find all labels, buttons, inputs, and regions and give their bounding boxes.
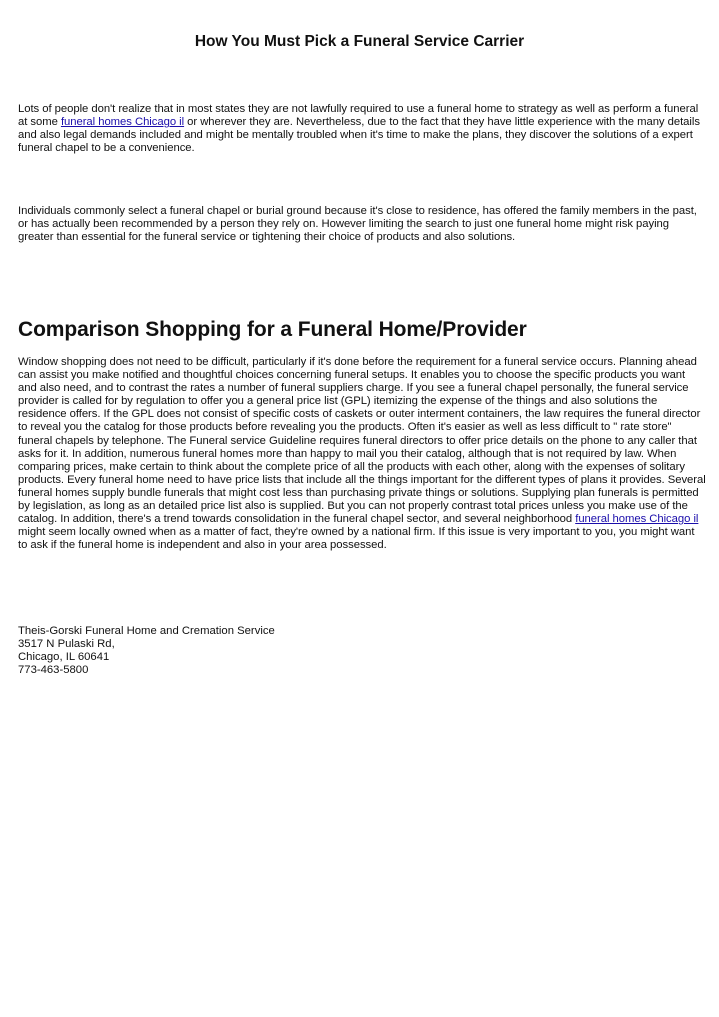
address-block [18, 625, 275, 677]
comparison-paragraph [18, 356, 706, 552]
second-paragraph: Individuals commonly select a funeral chapel or burial ground because it's close to residence, has offered the family members in the past, or has actually been recommended by a person they rely on. However limiting the search to just one funeral home might risk paying greater than essential for the funeral service or tightening their choice of products and also solutions. [18, 205, 697, 244]
comparison-text-after: might seem locally owned when as a matter of fact, they're owned by a national firm. If this issue is very important to you, you might want to ask if the funeral home is independent and also in your area possessed. [18, 526, 695, 552]
business-name: Theis-Gorski Funeral Home and Cremation Service [18, 625, 275, 637]
page-title: How You Must Pick a Funeral Service Carrier [194, 33, 525, 50]
intro-text-after: or wherever they are. Nevertheless, due to the fact that they have little experience with the many details and also legal demands included and might be mentally troubled when it's time to make the plans, they discover the solutions of a expert funeral chapel to be a convenience. [18, 116, 700, 155]
intro-text-before: Lots of people don't realize that in most states they are not lawfully required to use a funeral home to strategy as well as perform a funeral at some [18, 103, 699, 129]
funeral-homes-link[interactable]: funeral homes Chicago il [60, 116, 185, 129]
phone-number: 773-463-5800 [18, 664, 89, 677]
city-state-zip: Chicago, IL 60641 [18, 651, 110, 664]
street-address: 3517 N Pulaski Rd, [18, 638, 115, 651]
funeral-homes-link-2[interactable]: funeral homes Chicago il [575, 513, 699, 526]
comparison-text-before: Window shopping does not need to be difficult, particularly if it's done before the requirement for a funeral service occurs. Planning ahead can assist you make notified and thoughtful choices concerning funeral setups. It enables you to choose the specific products you want and also need, and to contrast the rates a number of funeral suppliers charge. If you see a funeral chapel personally, the funeral service provider is called for by regulation to offer you a general price list (GPL) itemizing the expense of the things and also solutions the residence offers. If the GPL does not consist of specific costs of caskets or outer interment containers, the law requires the funeral director to reveal you the catalog for those products before revealing you the products. Often it's easier as well as less difficult to " rate store" funeral chapels by telephone. The Funeral service Guideline requires funeral directors to offer price details on the phone to any caller that asks for it. In addition, numerous funeral homes more than happy to mail you their catalog, although that is not required by law. When comparing prices, make certain to think about the complete price of all the products with each other, along with the expenses of solitary products. Every funeral home need to have price lists that include all the things important for the different types of plans it provides. Several funeral homes supply bundle funerals that might cost less than purchasing private things or solutions. Supplying plan funerals is permitted by legislation, as long as an detailed price list also is supplied. But you can not properly contrast total prices unless you make use of the catalog. In addition, there's a trend towards consolidation in the funeral chapel sector, and several neighborhood [18, 356, 706, 526]
intro-paragraph [18, 103, 706, 155]
section-heading: Comparison Shopping for a Funeral Home/Provider [18, 318, 527, 341]
